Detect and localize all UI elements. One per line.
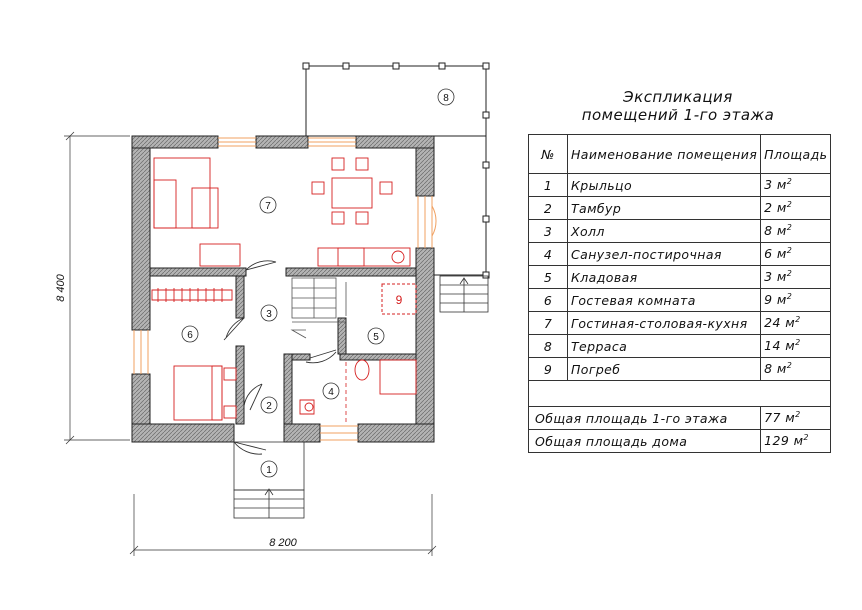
row-name: Гостевая комната [568,289,761,312]
row-name: Крыльцо [568,174,761,197]
dimension-width: 8 200 [269,537,297,549]
room-marker-6 [182,326,198,342]
table-row [529,289,831,312]
row-num: 3 [529,220,568,243]
row-area: 8 $м^2$ [761,358,831,381]
row-name: Кладовая [568,266,761,289]
room-marker-7 [260,197,276,213]
table-row [529,174,831,197]
room-marker-2 [261,397,277,413]
svg-text:5: 5 [373,332,379,343]
room-marker-1 [261,461,277,477]
row-num: 2 [529,197,568,220]
svg-text:4: 4 [328,387,334,398]
row-name: Терраса [568,335,761,358]
svg-text:8: 8 [443,93,449,104]
room-marker-8 [438,89,454,105]
header-area: Площадь [761,135,831,174]
svg-text:7: 7 [265,201,271,212]
svg-text:2: 2 [266,401,272,412]
table-header-row [529,135,831,174]
room-marker-4 [323,383,339,399]
svg-text:1: 1 [266,465,272,476]
table-row [529,220,831,243]
table-row [529,197,831,220]
header-num: № [529,135,568,174]
row-name: Погреб [568,358,761,381]
row-area: 6 $м^2$ [761,243,831,266]
row-name: Холл [568,220,761,243]
row-name: Гостиная-столовая-кухня [568,312,761,335]
explication-subtitle: помещений 1-го этажа [581,106,775,124]
table-row [529,312,831,335]
row-num: 1 [529,174,568,197]
explication-title: Экспликация [623,88,733,106]
svg-text:6: 6 [187,330,193,341]
total-area: 77 $м^2$ [761,407,831,430]
row-num: 7 [529,312,568,335]
terrace [303,63,489,278]
porch-steps [234,442,304,518]
room-marker-3 [261,305,277,321]
total-row [529,407,831,430]
row-area: 2 $м^2$ [761,197,831,220]
row-num: 6 [529,289,568,312]
table-row [529,358,831,381]
total-area: 129 $м^2$ [761,430,831,453]
total-label: Общая площадь 1-го этажа [529,407,761,430]
table-row [529,266,831,289]
cellar-label: 9 [395,293,403,307]
row-area: 24 $м^2$ [761,312,831,335]
explication-table [528,134,831,453]
table-row [529,335,831,358]
terrace-steps [440,276,488,312]
total-label: Общая площадь дома [529,430,761,453]
dimensions [64,132,436,556]
row-num: 8 [529,335,568,358]
dimension-height: 8 400 [55,274,67,302]
row-num: 5 [529,266,568,289]
table-row [529,243,831,266]
room-marker-5 [368,328,384,344]
svg-text:3: 3 [266,309,272,320]
row-name: Санузел-постирочная [568,243,761,266]
header-name: Наименование помещения [568,135,761,174]
row-area: 8 $м^2$ [761,220,831,243]
table-spacer-row [529,381,831,407]
row-name: Тамбур [568,197,761,220]
row-area: 3 $м^2$ [761,174,831,197]
row-num: 4 [529,243,568,266]
row-num: 9 [529,358,568,381]
total-row [529,430,831,453]
row-area: 9 $м^2$ [761,289,831,312]
row-area: 14 $м^2$ [761,335,831,358]
row-area: 3 $м^2$ [761,266,831,289]
